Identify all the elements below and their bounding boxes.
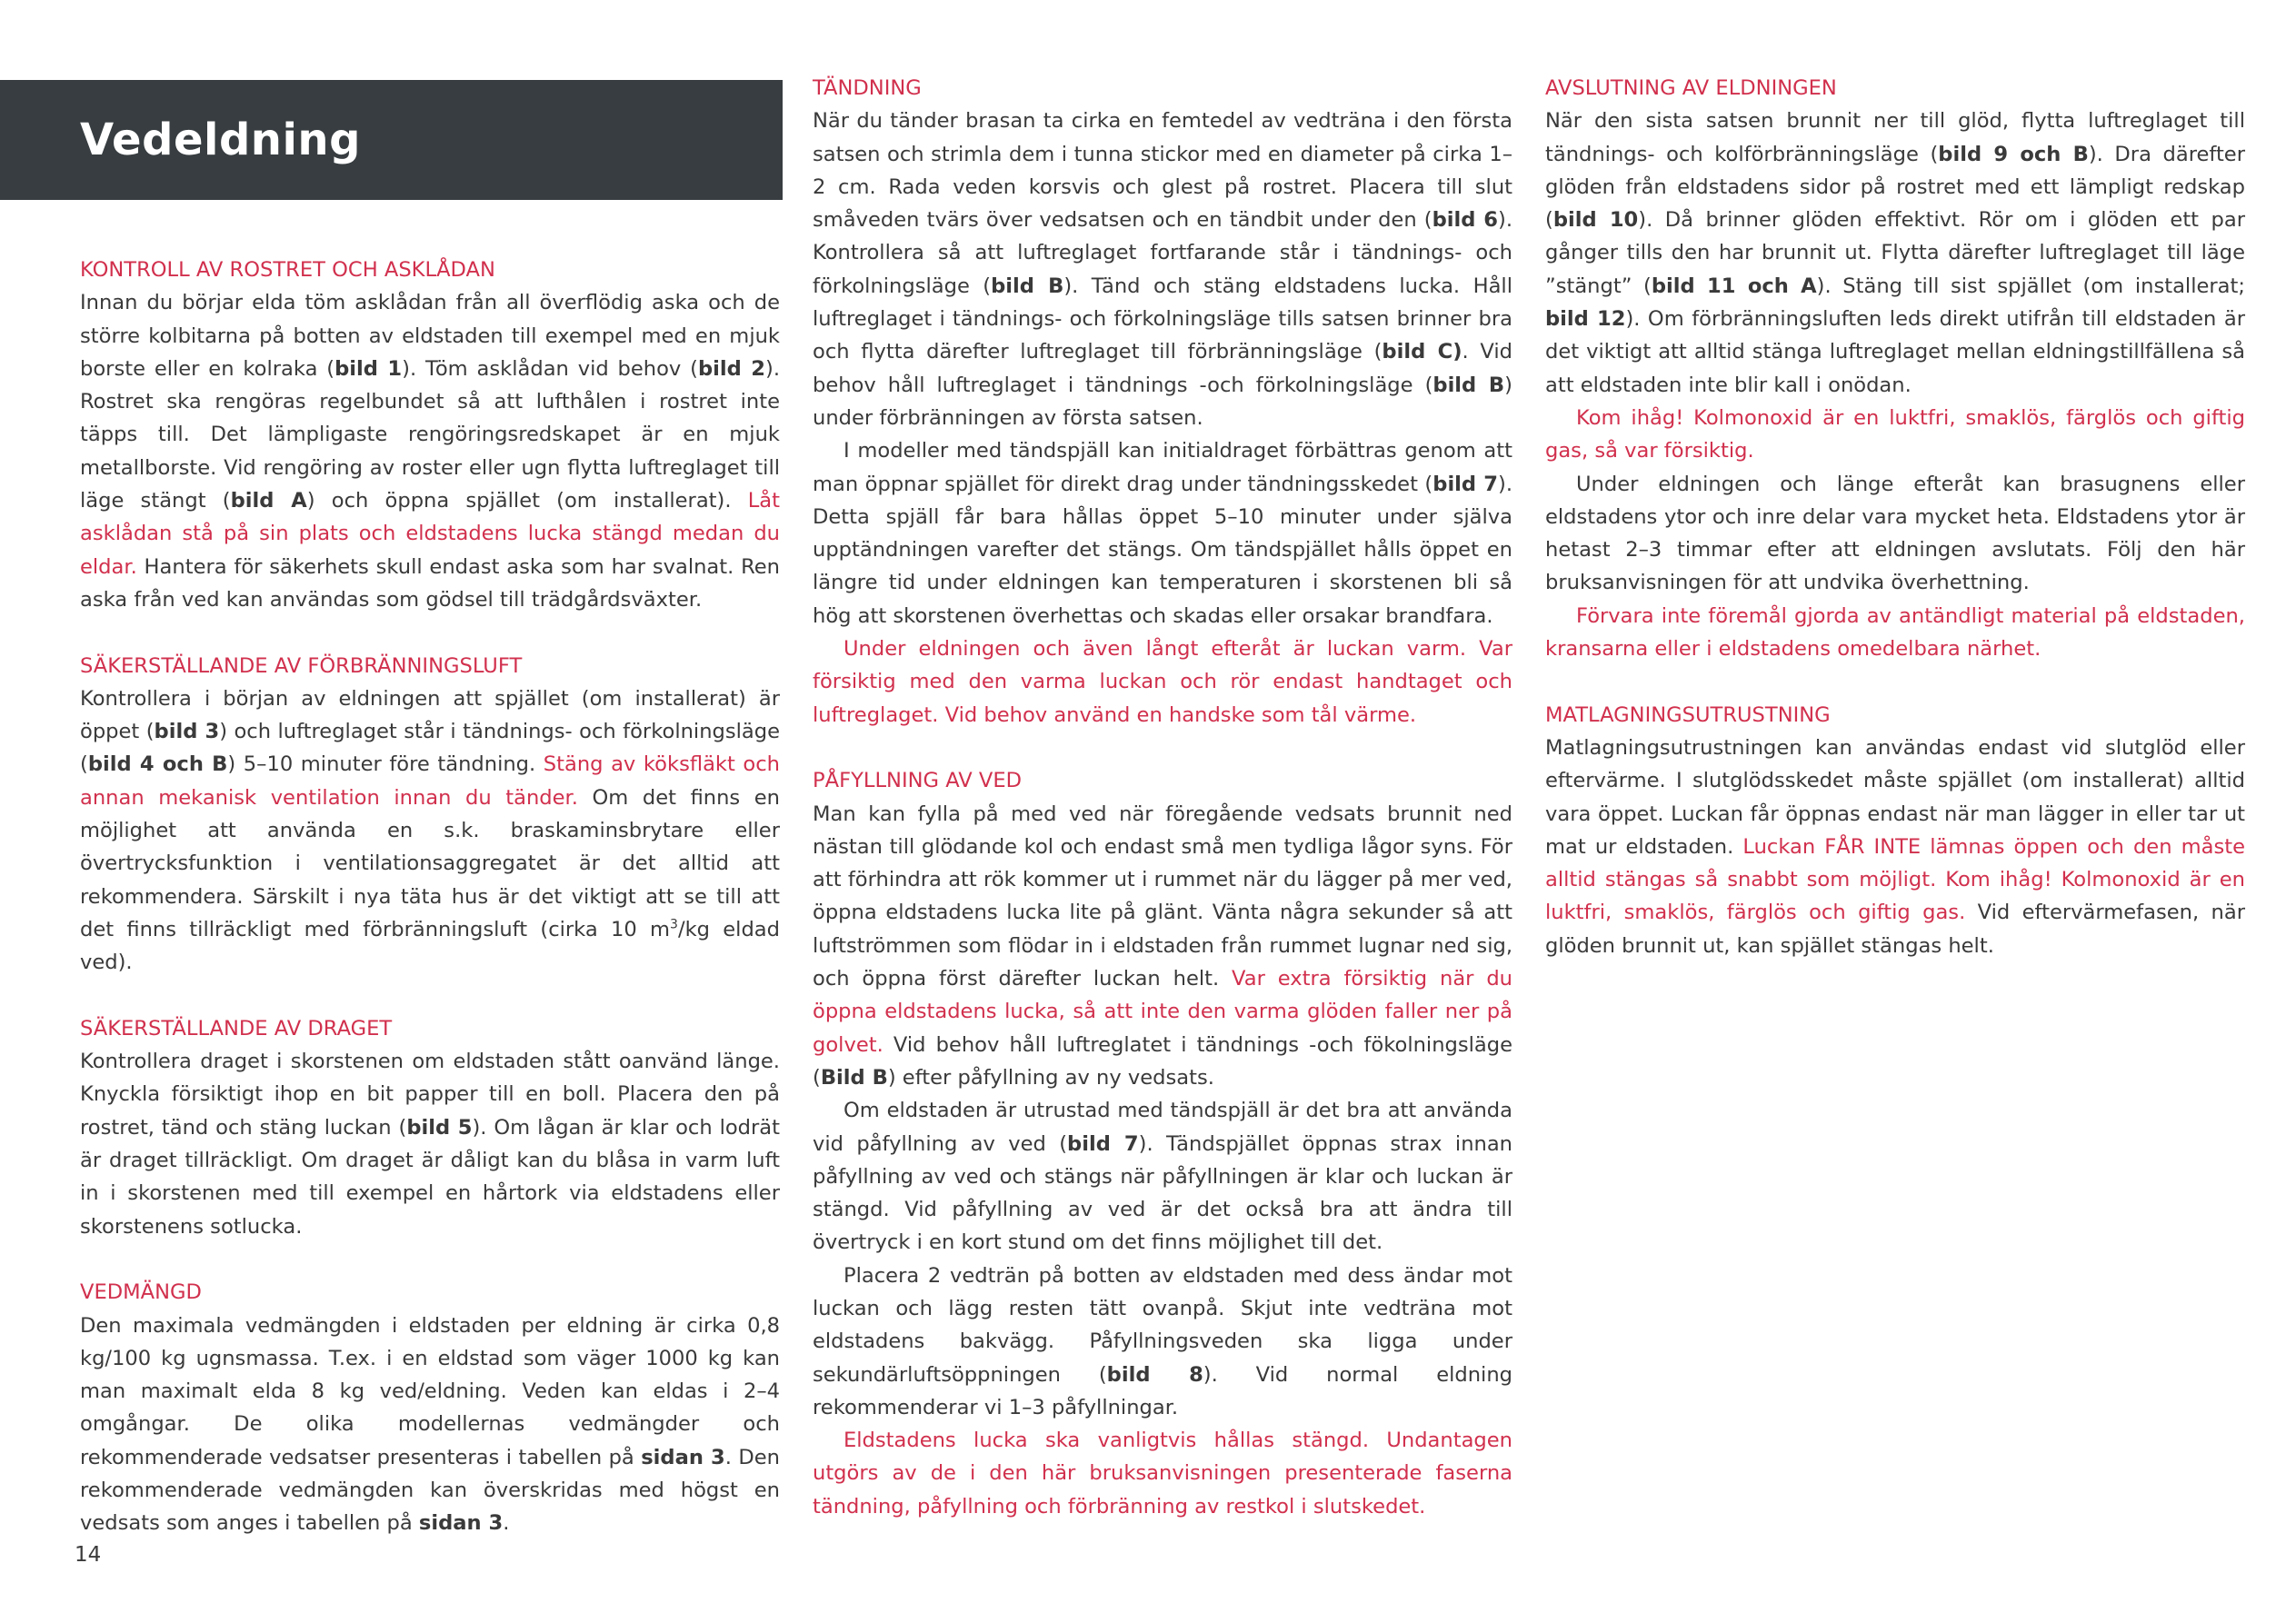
warning-text: Låt asklådan stå på sin plats och eldstadens lucka stängd medan du eldar. bbox=[80, 489, 781, 579]
section-forbranningsluft bbox=[80, 650, 780, 980]
column-2 bbox=[813, 72, 1512, 1523]
section-heading: PÅFYLLNING AV VED bbox=[813, 769, 1022, 793]
warning-paragraph: Eldstadens lucka ska vanligtvis hållas stängd. Undantagen utgörs av de i den här bruksanvisningen presenterade faserna tändning, påfyllning och förbränning av restkol i slutskedet. bbox=[813, 1429, 1512, 1518]
section-matlagning bbox=[1545, 699, 2245, 962]
paragraph: När den sista satsen brunnit ner till glöd, flytta luftreglaget till tändnings- och kolförbränningsläge (bild 9 och B). Dra därefter glöden från eldstadens sidor på rostret med ett lämpligt redskap (bild 10). Då brinner glöden effektivt. Rör om i glöden ett par gånger tills den har brunnit ut. Flytta därefter luftreglaget till läge ”stängt” (bild 11 och A). Stäng till sist spjället (om installerat; bild 12). Om förbränningsluften leds direkt utifrån till eldstaden är det viktigt att alltid stänga luftreglaget mellan eldningstillfällena så att eldstaden inte blir kall i onödan. bbox=[1545, 109, 2245, 397]
paragraph: Placera 2 vedträn på botten av eldstaden med dess ändar mot luckan och lägg resten tätt ovanpå. Skjut inte vedträna mot eldstadens bakvägg. Påfyllningsveden ska ligga under sekundärluftsöppningen (bild 8). Vid normal eldning rekommenderar vi 1–3 påfyllningar. bbox=[813, 1263, 1512, 1419]
section-heading: TÄNDNING bbox=[813, 76, 922, 100]
paragraph: Innan du börjar elda töm asklådan från all överflödig aska och de större kolbitarna på botten av eldstaden till exempel med en mjuk borste eller en kolraka (bild 1). Töm asklådan vid behov (bild 2). Rostret ska rengöras regelbundet så att lufthålen i rostret inte täpps till. Det lämpligaste rengöringsredskapet är en mjuk metallborste. Vid rengöring av roster eller ugn flytta luftreglaget till läge stängt (bild A) och öppna spjället (om installerat). Låt asklådan stå på sin plats och eldstadens lucka stängd medan du eldar. Hantera för säkerhets skull endast aska som har svalnat. Ren aska från ved kan användas som gödsel till trädgårdsväxter. bbox=[80, 291, 781, 612]
warning-paragraph: Kom ihåg! Kolmonoxid är en luktfri, smaklös, färglös och giftig gas, så var försiktig. bbox=[1545, 405, 2245, 463]
paragraph: Under eldningen och länge efteråt kan brasugnens eller eldstadens ytor och inre delar vara mycket heta. Eldstadens ytor är hetast 2–3 timmar efter att eldningen avslutats. Följ den här bruksanvisningen för att undvika överhettning. bbox=[1545, 472, 2245, 595]
section-heading: SÄKERSTÄLLANDE AV DRAGET bbox=[80, 1016, 393, 1041]
section-tandning bbox=[813, 72, 1512, 732]
section-pafyllning bbox=[813, 764, 1512, 1523]
warning-text: Stäng av köksfläkt och annan mekanisk ventilation innan du tänder. bbox=[80, 752, 781, 810]
paragraph: Den maximala vedmängden i eldstaden per eldning är cirka 0,8 kg/100 kg ugnsmassa. T.ex. i en eldstad som väger 1000 kg kan man maximalt elda 8 kg ved/eldning. Veden kan eldas i 2–4 omgångar. De olika modellernas vedmängder och rekommenderade vedsatser presenteras i tabellen på sidan 3. Den rekommenderade vedmängden kan överskridas med högst en vedsats som anges i tabellen på sidan 3. bbox=[80, 1313, 781, 1536]
warning-paragraph: Under eldningen och även långt efteråt är luckan varm. Var försiktig med den varma luckan och rör endast handtaget och luftreglaget. Vid behov använd en handske som tål värme. bbox=[813, 637, 1512, 727]
paragraph: Man kan fylla på med ved när föregående vedsats brunnit ned nästan till glödande kol och endast små men tydliga lågor syns. För att förhindra att rök kommer ut i rummet när du lägger på mer ved, öppna eldstadens lucka lite på glänt. Vänta några sekunder så att luftströmmen som flödar in i eldstaden från rummet lugnar ned sig, och öppna först därefter luckan helt. Var extra försiktig när du öppna eldstadens lucka, så att inte den varma glöden faller ner på golvet. Vid behov håll luftreglatet i tändnings -och fökolningsläge (Bild B) efter påfyllning av ny vedsats. bbox=[813, 802, 1512, 1090]
paragraph: Matlagningsutrustningen kan användas endast vid slutglöd eller eftervärme. I slutglödsskedet måste spjället (om installerat) alltid vara öppet. Luckan får öppnas endast när man lägger in eller tar ut mat ur eldstaden. Luckan FÅR INTE lämnas öppen och den måste alltid stängas så snabbt som möjligt. Kom ihåg! Kolmonoxid är en luktfri, smaklös, färglös och giftig gas. Vid eftervärmefasen, när glöden brunnit ut, kan spjället stängas helt. bbox=[1545, 735, 2246, 958]
title-band bbox=[0, 80, 783, 200]
column-3 bbox=[1545, 72, 2245, 962]
paragraph: Kontrollera i början av eldningen att spjället (om installerat) är öppet (bild 3) och luftreglaget står i tändnings- och förkolningsläge (bild 4 och B) 5–10 minuter före tändning. Stäng av köksfläkt och annan mekanisk ventilation innan du tänder. Om det finns en möjlighet att använda en s.k. braskaminsbrytare eller övertrycksfunktion i ventilationsaggregatet är det alltid att rekommendera. Särskilt i nya täta hus är det viktigt att se till att det finns tillräckligt med förbränningsluft (cirka 10 $m^3/kg$ eldad ved). bbox=[80, 686, 781, 975]
paragraph: I modeller med tändspjäll kan initialdraget förbättras genom att man öppnar spjället för direkt drag under tändningsskedet (bild 7). Detta spjäll får bara hållas öppet 5–10 minuter under själva upptändningen varefter det stängs. Om tändspjället hålls öppet en längre tid under eldningen kan temperaturen i skorstenen bli så hög att skorstenen överhettas och skadas eller orsakar brandfara. bbox=[813, 439, 1513, 628]
section-rostret bbox=[80, 254, 780, 616]
section-draget bbox=[80, 1012, 780, 1243]
paragraph: När du tänder brasan ta cirka en femtedel av vedträna i den första satsen och strimla dem i tunna stickor med en diameter på cirka 1–2 cm. Rada veden korsvis och glest på rostret. Placera till slut småveden tvärs över vedsatsen och en tändbit under den (bild 6). Kontrollera så att luftreglaget fortfarande står i tändnings- och förkolningsläge (bild B). Tänd och stäng eldstadens lucka. Håll luftreglaget i tändnings- och förkolningsläge tills satsen brinner bra och flytta därefter luftreglaget till förbränningsläge (bild C). Vid behov håll luftreglaget i tändnings -och förkolningsläge (bild B) under förbränningen av första satsen. bbox=[813, 109, 1513, 430]
section-vedmangd bbox=[80, 1276, 780, 1539]
warning-text: Luckan FÅR INTE lämnas öppen och den måste alltid stängas så snabbt som möjligt. Kom ihåg! Kolmonoxid är en luktfri, smaklös, färglös och giftig gas. bbox=[1545, 834, 2246, 925]
warning-text: Var extra försiktig när du öppna eldstadens lucka, så att inte den varma glöden faller ner på golvet. bbox=[813, 967, 1512, 1057]
page-title: Vedeldning bbox=[80, 115, 361, 165]
paragraph: Om eldstaden är utrustad med tändspjäll är det bra att använda vid påfyllning av ved (bild 7). Tändspjället öppnas strax innan påfyllning av ved och stängs när påfyllningen är klar och luckan är stängd. Vid påfyllning av ved är det också bra att ändra till övertryck i en kort stund om det finns möjlighet till det. bbox=[813, 1099, 1513, 1255]
section-heading: SÄKERSTÄLLANDE AV FÖRBRÄNNINGSLUFT bbox=[80, 653, 523, 678]
warning-paragraph: Förvara inte föremål gjorda av antändligt material på eldstaden, kransarna eller i eldstadens omedelbara närhet. bbox=[1545, 603, 2245, 662]
section-heading: MATLAGNINGSUTRUSTNING bbox=[1545, 702, 1831, 727]
section-heading: VEDMÄNGD bbox=[80, 1280, 202, 1305]
column-1 bbox=[80, 254, 780, 1540]
page-number: 14 bbox=[75, 1543, 102, 1567]
paragraph: Kontrollera draget i skorstenen om eldstaden stått oanvänd länge. Knyckla försiktigt ihop en bit papper till en boll. Placera den på rostret, tänd och stäng luckan (bild 5). Om lågan är klar och lodrät är draget tillräckligt. Om draget är dåligt kan du blåsa in varm luft in i skorstenen med till exempel en hårtork via eldstadens eller skorstenens sotlucka. bbox=[80, 1050, 780, 1239]
section-heading: KONTROLL AV ROSTRET OCH ASKLÅDAN bbox=[80, 258, 495, 282]
section-heading: AVSLUTNING AV ELDNINGEN bbox=[1545, 76, 1837, 100]
section-avslutning bbox=[1545, 72, 2245, 665]
